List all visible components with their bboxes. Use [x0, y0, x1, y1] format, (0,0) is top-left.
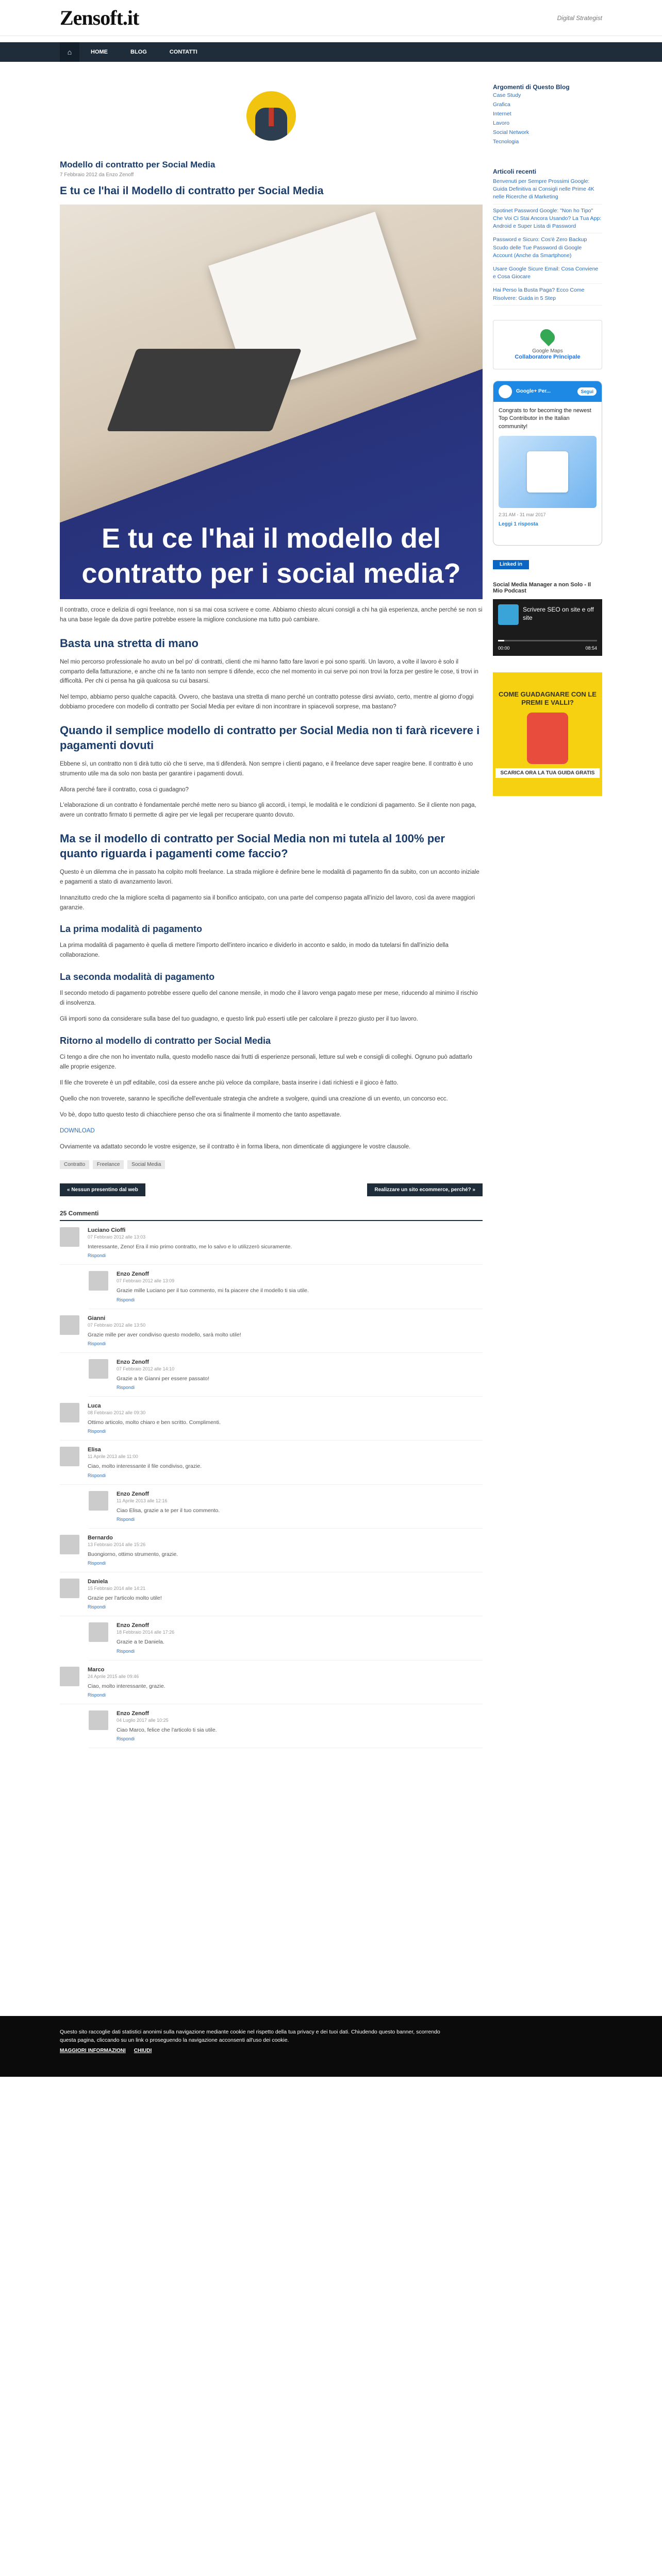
reply-link[interactable]: Rispondi [88, 1472, 106, 1478]
comment-author[interactable]: Enzo Zenoff [117, 1622, 149, 1629]
comment-author[interactable]: Enzo Zenoff [117, 1490, 149, 1497]
reply-link[interactable]: Rispondi [88, 1253, 106, 1259]
comment-date: 24 Aprile 2015 alle 09:46 [88, 1673, 139, 1679]
comment-date: 07 Febbraio 2012 alle 13:09 [117, 1278, 175, 1284]
post-title[interactable]: Modello di contratto per Social Media [60, 160, 216, 170]
menu-home-icon[interactable]: ⌂ [60, 42, 79, 62]
comment-author[interactable]: Luca [88, 1403, 101, 1410]
cookie-more-link[interactable]: MAGGIORI INFORMAZIONI [60, 2047, 126, 2054]
comment-author[interactable]: Bernardo [88, 1534, 113, 1541]
comment-author[interactable]: Luciano Cioffi [88, 1227, 126, 1234]
comment-author[interactable]: Marco [88, 1666, 105, 1673]
embedded-tweet[interactable] [493, 381, 602, 546]
avatar [60, 1667, 79, 1686]
site-logo[interactable]: Zensoft.it [60, 6, 139, 29]
ad-title: COME GUADAGNARE CON LE PREMI E VALLI? [499, 690, 597, 707]
post-intro: Il contratto, croce e delizia di ogni freelance, non si sa mai cosa scrivere e come. Abbiamo chiesto alcuni consigli a chi ha già esperienza, anche perché se non si ha una base legale da dove partire potrebbe essere la migliore conclusione ma tutto può cambiare. [60, 607, 483, 623]
comment-author[interactable]: Daniela [88, 1579, 108, 1585]
recent-post-link[interactable]: Password e Sicuro: Cos'è Zero Backup Scudo delle Tue Password di Google Account (Anche da Smartphone) [493, 233, 602, 263]
paragraph: Innanzitutto credo che la migliore scelta di pagamento sia il bonifico anticipato, con una parte del compenso pagata all'inizio del lavoro, così da avere maggiori garanzie. [60, 894, 475, 911]
post-heading: E tu ce l'hai il Modello di contratto per Social Media [60, 185, 324, 197]
comment-date: 15 Febbraio 2014 alle 14:21 [88, 1586, 146, 1591]
map-pin-icon [538, 327, 557, 346]
main-nav [0, 42, 662, 62]
recent-list [493, 175, 602, 306]
comment-text: Grazie mille per aver condiviso questo modello, sarà molto utile! [88, 1331, 241, 1338]
comment-author[interactable]: Gianni [88, 1315, 106, 1321]
nav-blog[interactable]: BLOG [130, 49, 147, 55]
podcast-player[interactable] [493, 599, 602, 656]
comment [89, 1265, 483, 1309]
podcast-time-end: 08:54 [585, 645, 597, 651]
next-post-button[interactable]: Realizzare un sito ecommerce, perché? » [367, 1183, 483, 1196]
reply-link[interactable]: Rispondi [117, 1736, 135, 1742]
recent-post-link[interactable]: Usare Google Sicure Email: Cosa Conviene e Cosa Giocare [493, 263, 602, 284]
section-heading: La seconda modalità di pagamento [60, 972, 215, 982]
avatar [89, 1271, 108, 1291]
comment-author[interactable]: Elisa [88, 1447, 101, 1453]
comment-date: 11 Aprile 2013 alle 12:16 [117, 1498, 168, 1503]
download-link[interactable]: DOWNLOAD [60, 1128, 95, 1134]
avatar [60, 1535, 79, 1554]
cookie-banner [0, 2016, 662, 2077]
cookie-close-button[interactable]: CHIUDI [134, 2047, 152, 2054]
section-heading: Ritorno al modello di contratto per Social Media [60, 1036, 271, 1046]
comment-text: Interessante, Zeno! Era il mio primo contratto, me lo salvo e lo utilizzerò sicuramente. [88, 1244, 292, 1250]
avatar [60, 1579, 79, 1598]
comment-date: 07 Febbraio 2012 alle 13:50 [88, 1322, 146, 1328]
tag[interactable]: Freelance [93, 1160, 124, 1169]
section-heading: Quando il semplice modello di contratto per Social Media non ti farà ricevere i pagamenti dovuti [60, 724, 480, 752]
avatar [60, 1227, 79, 1247]
ad-button[interactable]: SCARICA ORA LA TUA GUIDA GRATIS [495, 768, 600, 778]
paragraph: Vo bè, dopo tutto questo testo di chiacchiere penso che ora si finalmente il momento che tanto aspettavate. [60, 1112, 341, 1118]
reply-link[interactable]: Rispondi [117, 1516, 135, 1522]
paragraph: La prima modalità di pagamento è quella di mettere l'importo dell'intero incarico e dividerlo in acconto e saldo, in modo da tutelarsi fin dall'inizio della collaborazione. [60, 942, 449, 959]
tweet-text: Congrats to for becoming the newest Top Contributor in the Italian community! [499, 407, 591, 430]
google-local-guide-badge[interactable] [493, 320, 602, 369]
header [0, 0, 662, 36]
reply-link[interactable]: Rispondi [88, 1604, 106, 1610]
podcast-progress[interactable] [498, 640, 597, 641]
podcast-title: Social Media Manager a non Solo - Il Mio Podcast [493, 581, 591, 594]
paragraph: Nel mio percorso professionale ho avuto un bel po' di contratti, clienti che mi hanno fatto fare lavori e poi sono spariti. Un lavoro, a volte il lavoro è solo il comparto della fatturazione, e anche chi ne fa tanto non sempre ti difende, ecco che nel momento in cui serve poi non trovi la forza per gestire le cose, ti trovi in difficoltà. Per chi ci pensa ha già qualcosa su cui basarsi. [60, 658, 478, 685]
category-link[interactable]: Social Network [493, 129, 529, 135]
avatar [60, 1315, 79, 1335]
badge-google-label: Google Maps [532, 348, 563, 354]
ad-illustration [527, 713, 568, 764]
comment-date: 04 Luglio 2017 alle 10:25 [117, 1718, 169, 1723]
podcast-thumbnail [498, 604, 519, 625]
comment-date: 07 Febbraio 2012 alle 13:03 [88, 1234, 146, 1240]
avatar [89, 1710, 108, 1730]
tag[interactable]: Social Media [127, 1160, 165, 1169]
comment-author[interactable]: Enzo Zenoff [117, 1359, 149, 1365]
reply-link[interactable]: Rispondi [117, 1385, 135, 1391]
tweet-time: 2:31 AM - 31 mar 2017 [499, 512, 546, 518]
tweet-author: Google+ Per... [516, 388, 551, 395]
category-link[interactable]: Tecnologia [493, 139, 519, 145]
linkedin-button[interactable]: Linked in [493, 560, 529, 569]
avatar [89, 1359, 108, 1379]
comments-list [60, 1221, 483, 1748]
comment [60, 1221, 483, 1265]
reply-link[interactable]: Rispondi [88, 1341, 106, 1346]
comment-text: Ottimo articolo, molto chiaro e ben scritto. Complimenti. [88, 1419, 221, 1426]
paragraph: Il secondo metodo di pagamento potrebbe essere quello del canone mensile, in modo che il lavoro venga pagato mese per mese, riducendo al minimo il rischio di insolvenza. [60, 990, 478, 1007]
paragraph: Allora perché fare il contratto, cosa ci guadagno? [60, 786, 189, 793]
follow-button[interactable]: Segui [577, 387, 597, 396]
section-heading: Basta una stretta di mano [60, 636, 198, 650]
paragraph: Ebbene sì, un contratto non ti dirà tutto ciò che ti serve, ma ti difenderà. Non sempre i clienti pagano, e il freelance deve saper reagire bene. Il contratto è uno strumento utile ma da solo non basta per garantire i pagamenti dovuti. [60, 760, 473, 777]
paragraph: Questo è un dilemma che in passato ha colpito molti freelance. La strada migliore è definire bene le modalità di pagamento fin da subito, con un acconto iniziale e pagamenti a stato di avanzamento lavori. [60, 869, 479, 885]
comment [89, 1704, 483, 1748]
ad-banner[interactable] [493, 672, 602, 796]
reply-link[interactable]: Rispondi [88, 1429, 106, 1434]
comments-count: 25 Commenti [60, 1210, 483, 1221]
comment [60, 1660, 483, 1704]
avatar [89, 1622, 108, 1642]
recent-title: Articoli recenti [493, 168, 537, 175]
sidebar [493, 62, 602, 796]
main-column [60, 62, 483, 1748]
nav-contatti[interactable]: CONTATTI [169, 49, 197, 55]
section-heading: Ma se il modello di contratto per Social Media non mi tutela al 100% per quanto riguarda i pagamenti come faccio? [60, 832, 445, 860]
comment-text: Buongiorno, ottimo strumento, grazie. [88, 1551, 178, 1557]
comment-text: Ciao, molto interessante, grazie. [88, 1683, 166, 1689]
comment [60, 1529, 483, 1572]
badge-guide-label: Collaboratore Principale [515, 354, 581, 361]
comment-author[interactable]: Enzo Zenoff [117, 1271, 149, 1278]
recent-post-link[interactable]: Benvenuti per Sempre Prossimi Google: Guida Definitiva ai Consigli nelle Prime 4K nelle Ricerche di Marketing [493, 175, 602, 205]
comment-text: Ciao Elisa, grazie a te per il tuo commento. [117, 1507, 220, 1514]
recent-post-link[interactable]: Spotinet Password Google: "Non ho Tipo" Che Voi Ci Stai Ancora Usando? La Tua App: Android e Super Lista di Password [493, 205, 602, 234]
section-heading: La prima modalità di pagamento [60, 924, 203, 935]
reply-link[interactable]: Rispondi [117, 1297, 135, 1302]
comment-text: Grazie mille Luciano per il tuo commento, mi fa piacere che il modello ti sia utile. [117, 1287, 309, 1294]
comment-text: Grazie a te Gianni per essere passato! [117, 1375, 209, 1382]
comment [89, 1616, 483, 1660]
reply-link[interactable]: Rispondi [117, 1648, 135, 1654]
nav-home[interactable]: HOME [91, 49, 108, 55]
category-link[interactable]: Case Study [493, 92, 521, 98]
paragraph: Gli importi sono da considerare sulla base del tuo guadagno, e questo link può esserti utile per calcolare il prezzo giusto per il tuo lavoro. [60, 1016, 418, 1023]
post-hero-image [60, 205, 483, 599]
post-meta: 7 Febbraio 2012 da Enzo Zenoff [60, 172, 134, 178]
paragraph: Nel tempo, abbiamo perso qualche capacità. Ovvero, che bastava una stretta di mano perché un contratto potesse dirsi avviato, certo, mentre al giorno d'oggi dobbiamo procedere con modello di contratto per Social Media per evitare di non incontrare in spiacevoli sorprese, ma bastano? [60, 694, 474, 710]
comment [89, 1353, 483, 1397]
categories-list [493, 91, 602, 146]
avatar [89, 1491, 108, 1511]
comment-date: 13 Febbraio 2014 alle 15:26 [88, 1541, 146, 1547]
tag[interactable]: Contratto [60, 1160, 89, 1169]
prev-post-button[interactable]: « Nessun presentino dal web [60, 1183, 145, 1196]
comment [60, 1397, 483, 1440]
avatar [60, 1447, 79, 1466]
comment [60, 1572, 483, 1616]
paragraph: Ovviamente va adattato secondo le vostre esigenze, se il contratto è in forma libera, non dimenticate di aggiungere le vostre clausole. [60, 1144, 411, 1150]
podcast-episode-title: Scrivere SEO on site e off site [523, 605, 594, 622]
comment-author[interactable]: Enzo Zenoff [117, 1710, 149, 1717]
comment [89, 1485, 483, 1529]
comment-text: Grazie a te Daniela. [117, 1639, 164, 1646]
tweet-image [499, 436, 597, 508]
comment-text: Ciao Marco, felice che l'articolo ti sia utile. [117, 1727, 217, 1734]
post-navigation [60, 1183, 483, 1196]
recent-post-link[interactable]: Hai Perso la Busta Paga? Ecco Come Risolvere: Guida in 5 Step [493, 284, 602, 305]
hero-text: E tu ce l'hai il modello del contratto per i social media? [81, 523, 461, 589]
comment-date: 08 Febbraio 2012 alle 09:30 [88, 1410, 146, 1416]
comment-text: Grazie per l'articolo molto utile! [88, 1595, 162, 1602]
post-avatar [60, 82, 483, 149]
paragraph: L'elaborazione di un contratto è fondamentale perché mette nero su bianco gli accordi, i tempi, le modalità e le condizioni di pagamento. Se il cliente non paga, avere un contratto firmato ti permette di agire per vie legali per recuperare quanto dovuto. [60, 802, 476, 819]
comment-text: Ciao, molto interessante il file condiviso, grazie. [88, 1463, 202, 1470]
site-tagline: Digital Strategist [557, 14, 602, 22]
comment [60, 1440, 483, 1484]
post-tags [60, 1160, 483, 1169]
reply-link[interactable]: Rispondi [88, 1692, 106, 1698]
comment-date: 18 Febbraio 2014 alle 17:26 [117, 1630, 175, 1635]
avatar [60, 1403, 79, 1422]
paragraph: Quello che non troverete, saranno le specifiche dell'eventuale strategia che andrete a svolgere, quindi una creazione di un evento, un concorso ecc. [60, 1096, 448, 1103]
tweet-replies[interactable]: Leggi 1 risposta [499, 521, 538, 528]
podcast-time-start: 00:00 [498, 645, 510, 651]
categories-title: Argomenti di Questo Blog [493, 83, 570, 91]
reply-link[interactable]: Rispondi [88, 1561, 106, 1566]
cookie-text: Questo sito raccoglie dati statistici anonimi sulla navigazione mediante cookie nel rispetto della tua privacy e dei tuoi dati. Chiudendo questo banner, scorrendo questa pagina, cliccando su un link o proseguendo la navigazione acconsenti all'uso dei cookie. [60, 2029, 440, 2043]
category-link[interactable]: Internet [493, 111, 511, 117]
comment-date: 07 Febbraio 2012 alle 14:10 [117, 1366, 175, 1371]
category-link[interactable]: Grafica [493, 101, 510, 108]
category-link[interactable]: Lavoro [493, 120, 510, 126]
paragraph: Ci tengo a dire che non ho inventato nulla, questo modello nasce dai frutti di esperienze personali, letture sul web e consigli di colleghi. Ognuno può adattarlo alle proprie esigenze. [60, 1054, 472, 1071]
paragraph: Il file che troverete è un pdf editabile, così da essere anche più veloce da compilare, basta inserire i dati richiesti e il gioco è fatto. [60, 1080, 399, 1087]
comment-date: 11 Aprile 2013 alle 11:00 [88, 1454, 138, 1460]
avatar [499, 385, 512, 398]
comment [60, 1309, 483, 1353]
